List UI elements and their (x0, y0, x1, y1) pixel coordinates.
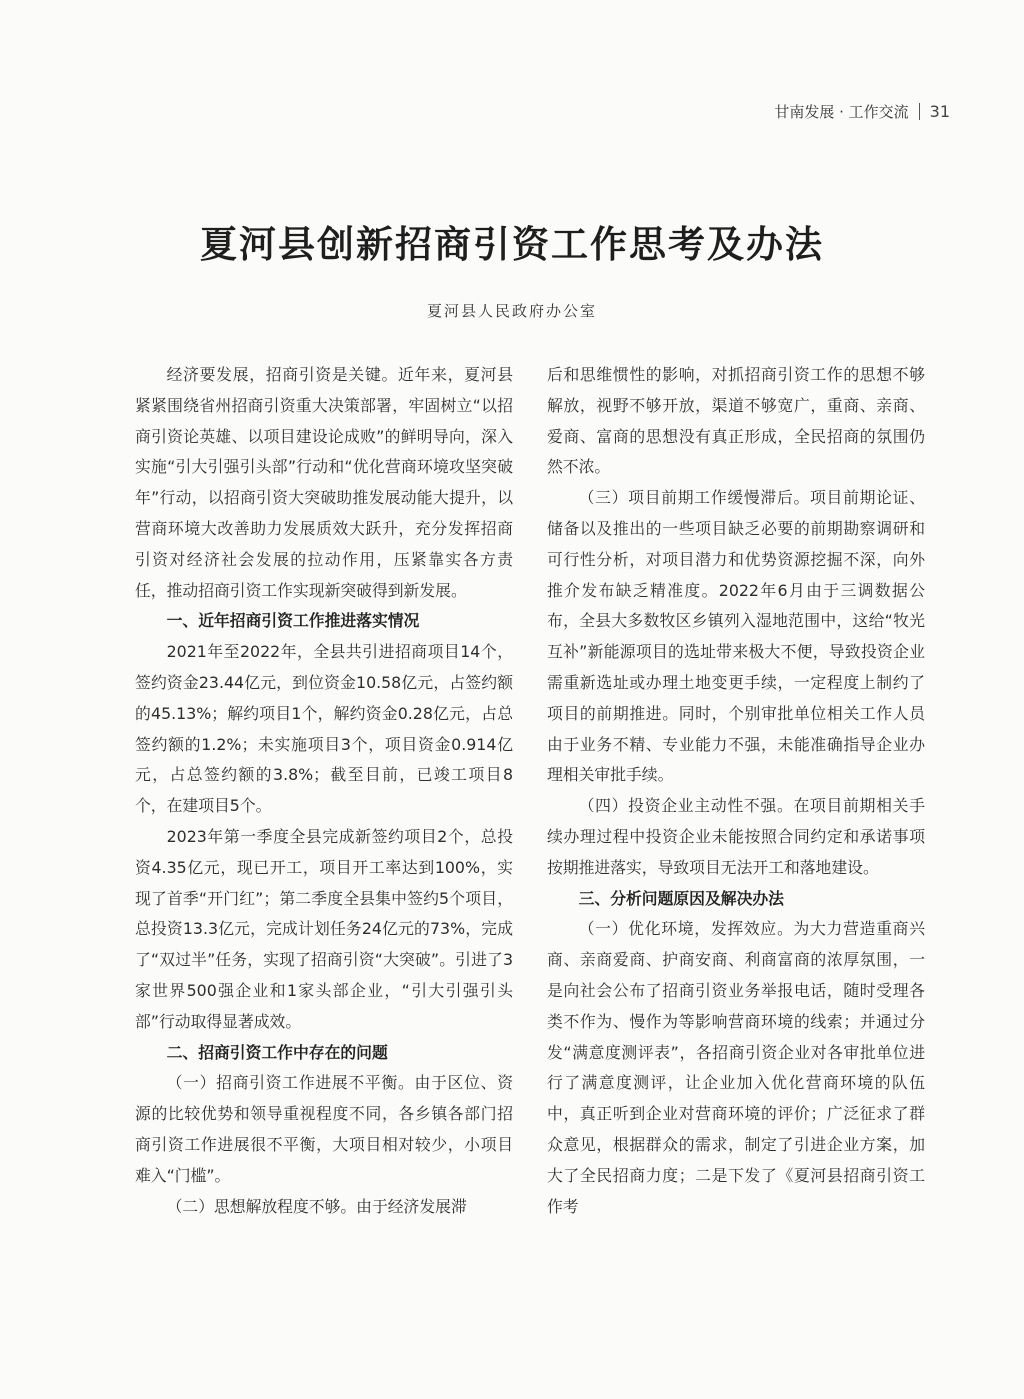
running-header (774, 101, 950, 122)
paragraph: 2023年第一季度全县完成新签约项目2个，总投资4.35亿元，现已开工，项目开工率达到100%，实现了首季“开门红”；第二季度全县集中签约5个项目，总投资13.3亿元，完成计划任务24亿元的73%，完成了“双过半”任务，实现了招商引资“大突破”。引进了3家世界500强企业和1家头部企业，“引大引强引头部”行动取得显著成效。 (135, 826, 513, 1031)
paragraph: （二）思想解放程度不够。由于经济发展滞 (166, 1196, 467, 1216)
paragraph: （四）投资企业主动性不强。在项目前期相关手续办理过程中投资企业未能按照合同约定和承诺事项按期推进落实，导致项目无法开工和落地建设。 (547, 796, 925, 877)
article-title: 夏河县创新招商引资工作思考及办法 (200, 222, 824, 266)
paragraph: 经济要发展，招商引资是关键。近年来，夏河县紧紧围绕省州招商引资重大决策部署，牢固树立“以招商引资论英雄、以项目建设论成败”的鲜明导向，深入实施“引大引强引头部”行动和“优化营商环境攻坚突破年”行动，以招商引资大突破助推发展动能大提升，以营商环境大改善助力发展质效大跃升，充分发挥招商引资对经济社会发展的拉动作用，压紧靠实各方责任，推动招商引资工作实现新突破得到新发展。 (135, 365, 513, 600)
paragraph: （一）招商引资工作进展不平衡。由于区位、资源的比较优势和领导重视程度不同，各乡镇各部门招商引资工作进展很不平衡，大项目相对较少，小项目难入“门槛”。 (135, 1073, 513, 1185)
page-number: 31 (929, 102, 950, 121)
right-column (547, 360, 925, 1222)
paragraph-continued: 后和思维惯性的影响，对抓招商引资工作的思想不够解放，视野不够开放，渠道不够宽广，重商、亲商、爱商、富商的思想没有真正形成，全民招商的氛围仍然不浓。 (547, 365, 925, 477)
left-column (135, 360, 513, 1222)
article-author: 夏河县人民政府办公室 (426, 302, 597, 320)
header-divider (919, 103, 920, 120)
paragraph: （三）项目前期工作缓慢滞后。项目前期论证、储备以及推出的一些项目缺乏必要的前期勘察调研和可行性分析，对项目潜力和优势资源挖掘不深，向外推介发布缺乏精准度。2022年6月由于三调数据公布，全县大多数牧区乡镇列入湿地范围中，这给“牧光互补”新能源项目的选址带来极大不便，导致投资企业需重新选址或办理土地变更手续，一定程度上制约了项目的前期推进。同时，个别审批单位相关工作人员由于业务不精、专业能力不强，未能准确指导企业办理相关审批手续。 (547, 488, 925, 785)
section-heading: 二、招商引资工作中存在的问题 (166, 1042, 388, 1062)
section-heading: 三、分析问题原因及解决办法 (578, 888, 784, 908)
paragraph: （一）优化环境，发挥效应。为大力营造重商兴商、亲商爱商、护商安商、利商富商的浓厚氛围，一是向社会公布了招商引资业务举报电话，随时受理各类不作为、慢作为等影响营商环境的线索；并通过分发“满意度测评表”，各招商引资企业对各审批单位进行了满意度测评，让企业加入优化营商环境的队伍中，真正听到企业对营商环境的评价；广泛征求了群众意见，根据群众的需求，制定了引进企业方案，加大了全民招商力度；二是下发了《夏河县招商引资工作考 (547, 919, 925, 1216)
paragraph: 2021年至2022年，全县共引进招商项目14个，签约资金23.44亿元，到位资金10.58亿元，占签约额的45.13%；解约项目1个，解约资金0.28亿元，占总签约额的1.2%；未实施项目3个，项目资金0.914亿元，占总签约额的3.8%；截至目前，已竣工项目8个，在建项目5个。 (135, 642, 513, 816)
section-label: 甘南发展 · 工作交流 (774, 103, 909, 121)
section-heading: 一、近年招商引资工作推进落实情况 (166, 611, 420, 631)
